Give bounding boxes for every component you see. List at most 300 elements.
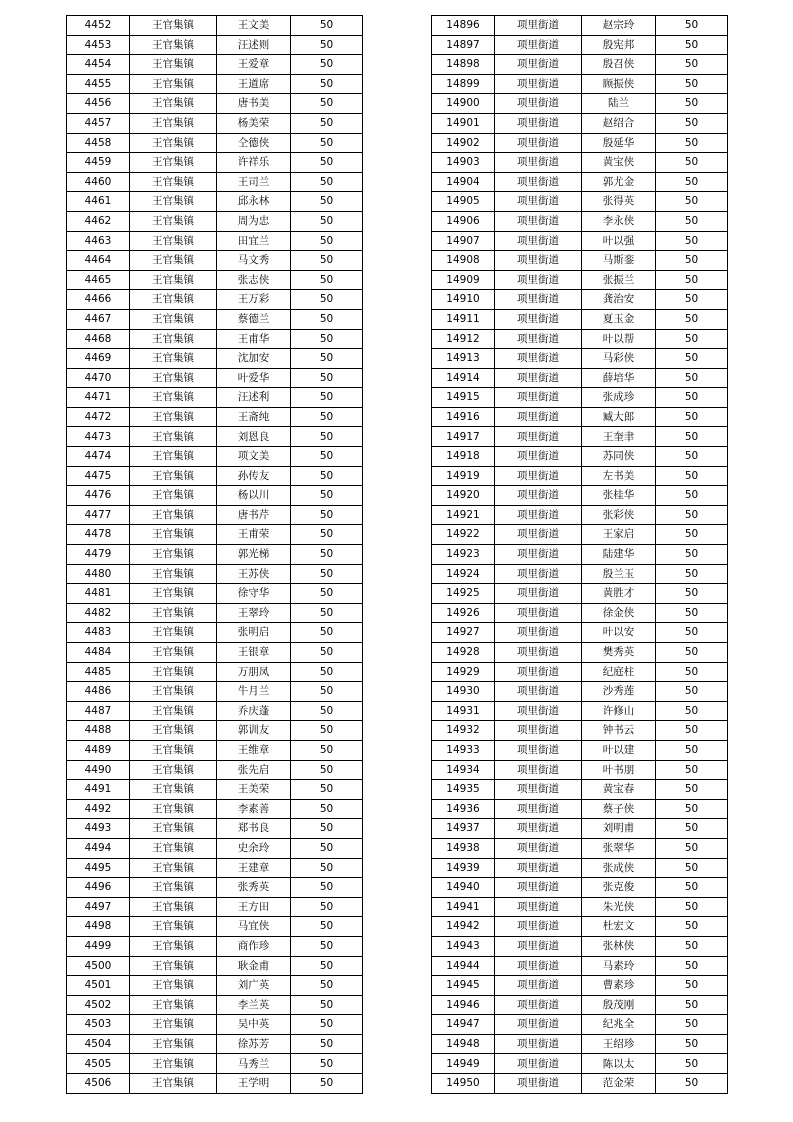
amount-cell: 50: [291, 682, 363, 702]
amount-cell: 50: [291, 211, 363, 231]
table-row: [67, 35, 363, 55]
table-row: [432, 16, 728, 36]
township-cell: 王官集镇: [130, 564, 217, 584]
township-cell: 王官集镇: [130, 172, 217, 192]
table-row: [67, 623, 363, 643]
amount-cell: 50: [656, 995, 728, 1015]
amount-cell: 50: [291, 603, 363, 623]
serial-number-cell: 14902: [432, 133, 495, 153]
serial-number-cell: 14904: [432, 172, 495, 192]
amount-cell: 50: [656, 329, 728, 349]
table-row: [432, 133, 728, 153]
table-row: [67, 211, 363, 231]
table-row: [432, 290, 728, 310]
table-row: [67, 917, 363, 937]
person-name-cell: 叶以建: [582, 740, 656, 760]
township-cell: 项里街道: [495, 1074, 582, 1094]
person-name-cell: 沙秀莲: [582, 682, 656, 702]
person-name-cell: 沈加安: [217, 349, 291, 369]
amount-cell: 50: [656, 858, 728, 878]
amount-cell: 50: [656, 407, 728, 427]
serial-number-cell: 14896: [432, 16, 495, 36]
person-name-cell: 曹素珍: [582, 976, 656, 996]
table-row: [432, 701, 728, 721]
serial-number-cell: 14927: [432, 623, 495, 643]
table-row: [432, 662, 728, 682]
table-row: [67, 368, 363, 388]
serial-number-cell: 14932: [432, 721, 495, 741]
serial-number-cell: 4477: [67, 505, 130, 525]
serial-number-cell: 14946: [432, 995, 495, 1015]
township-cell: 项里街道: [495, 584, 582, 604]
township-cell: 王官集镇: [130, 799, 217, 819]
amount-cell: 50: [656, 740, 728, 760]
amount-cell: 50: [291, 309, 363, 329]
table-row: [67, 643, 363, 663]
amount-cell: 50: [656, 388, 728, 408]
amount-cell: 50: [656, 662, 728, 682]
serial-number-cell: 4458: [67, 133, 130, 153]
table-row: [67, 74, 363, 94]
amount-cell: 50: [291, 153, 363, 173]
amount-cell: 50: [291, 936, 363, 956]
table-row: [67, 153, 363, 173]
table-row: [432, 447, 728, 467]
person-name-cell: 张得英: [582, 192, 656, 212]
amount-cell: 50: [291, 74, 363, 94]
township-cell: 王官集镇: [130, 603, 217, 623]
serial-number-cell: 4471: [67, 388, 130, 408]
township-cell: 项里街道: [495, 153, 582, 173]
amount-cell: 50: [656, 819, 728, 839]
table-row: [432, 936, 728, 956]
serial-number-cell: 4498: [67, 917, 130, 937]
table-row: [432, 329, 728, 349]
amount-cell: 50: [656, 1074, 728, 1094]
person-name-cell: 纪庭柱: [582, 662, 656, 682]
serial-number-cell: 4493: [67, 819, 130, 839]
township-cell: 王官集镇: [130, 643, 217, 663]
person-name-cell: 张秀英: [217, 878, 291, 898]
serial-number-cell: 14903: [432, 153, 495, 173]
table-row: [67, 603, 363, 623]
table-row: [432, 251, 728, 271]
person-name-cell: 范金荣: [582, 1074, 656, 1094]
amount-cell: 50: [291, 486, 363, 506]
table-row: [432, 153, 728, 173]
table-row: [432, 721, 728, 741]
serial-number-cell: 4496: [67, 878, 130, 898]
amount-cell: 50: [291, 545, 363, 565]
amount-cell: 50: [656, 486, 728, 506]
person-name-cell: 王美荣: [217, 780, 291, 800]
person-name-cell: 许祥乐: [217, 153, 291, 173]
person-name-cell: 钟书云: [582, 721, 656, 741]
amount-cell: 50: [656, 760, 728, 780]
person-name-cell: 徐守华: [217, 584, 291, 604]
person-name-cell: 商作珍: [217, 936, 291, 956]
serial-number-cell: 14933: [432, 740, 495, 760]
serial-number-cell: 14907: [432, 231, 495, 251]
township-cell: 王官集镇: [130, 407, 217, 427]
township-cell: 王官集镇: [130, 701, 217, 721]
amount-cell: 50: [291, 427, 363, 447]
person-name-cell: 耿金甫: [217, 956, 291, 976]
serial-number-cell: 14921: [432, 505, 495, 525]
person-name-cell: 蔡德兰: [217, 309, 291, 329]
person-name-cell: 马秀兰: [217, 1054, 291, 1074]
table-row: [67, 721, 363, 741]
township-cell: 王官集镇: [130, 780, 217, 800]
person-name-cell: 殷召侠: [582, 55, 656, 75]
serial-number-cell: 4502: [67, 995, 130, 1015]
amount-cell: 50: [291, 858, 363, 878]
roster-table-left: [66, 15, 363, 1094]
amount-cell: 50: [291, 113, 363, 133]
amount-cell: 50: [291, 838, 363, 858]
person-name-cell: 唐书美: [217, 94, 291, 114]
person-name-cell: 马斯銮: [582, 251, 656, 271]
amount-cell: 50: [656, 564, 728, 584]
township-cell: 王官集镇: [130, 466, 217, 486]
township-cell: 王官集镇: [130, 525, 217, 545]
serial-number-cell: 14915: [432, 388, 495, 408]
township-cell: 王官集镇: [130, 113, 217, 133]
amount-cell: 50: [291, 466, 363, 486]
amount-cell: 50: [656, 290, 728, 310]
amount-cell: 50: [291, 564, 363, 584]
table-row: [67, 309, 363, 329]
amount-cell: 50: [656, 878, 728, 898]
township-cell: 王官集镇: [130, 74, 217, 94]
person-name-cell: 杨美荣: [217, 113, 291, 133]
person-name-cell: 邱永林: [217, 192, 291, 212]
township-cell: 王官集镇: [130, 368, 217, 388]
amount-cell: 50: [291, 329, 363, 349]
person-name-cell: 刘广英: [217, 976, 291, 996]
amount-cell: 50: [656, 447, 728, 467]
amount-cell: 50: [291, 584, 363, 604]
table-row: [432, 192, 728, 212]
person-name-cell: 仝德侠: [217, 133, 291, 153]
table-row: [67, 505, 363, 525]
table-row: [67, 1015, 363, 1035]
township-cell: 项里街道: [495, 211, 582, 231]
township-cell: 王官集镇: [130, 290, 217, 310]
township-cell: 项里街道: [495, 388, 582, 408]
township-cell: 王官集镇: [130, 838, 217, 858]
table-row: [432, 231, 728, 251]
serial-number-cell: 4481: [67, 584, 130, 604]
table-row: [432, 780, 728, 800]
township-cell: 王官集镇: [130, 976, 217, 996]
person-name-cell: 徐苏芳: [217, 1034, 291, 1054]
serial-number-cell: 4454: [67, 55, 130, 75]
serial-number-cell: 14950: [432, 1074, 495, 1094]
township-cell: 项里街道: [495, 329, 582, 349]
amount-cell: 50: [291, 701, 363, 721]
serial-number-cell: 14941: [432, 897, 495, 917]
township-cell: 王官集镇: [130, 936, 217, 956]
table-row: [432, 584, 728, 604]
table-row: [67, 55, 363, 75]
township-cell: 项里街道: [495, 878, 582, 898]
township-cell: 项里街道: [495, 251, 582, 271]
serial-number-cell: 4483: [67, 623, 130, 643]
table-row: [432, 838, 728, 858]
township-cell: 项里街道: [495, 55, 582, 75]
township-cell: 项里街道: [495, 780, 582, 800]
person-name-cell: 汪述利: [217, 388, 291, 408]
township-cell: 项里街道: [495, 564, 582, 584]
table-row: [432, 74, 728, 94]
table-row: [432, 878, 728, 898]
amount-cell: 50: [291, 94, 363, 114]
person-name-cell: 万朋凤: [217, 662, 291, 682]
serial-number-cell: 4468: [67, 329, 130, 349]
amount-cell: 50: [291, 740, 363, 760]
table-row: [67, 780, 363, 800]
table-row: [432, 1054, 728, 1074]
serial-number-cell: 4479: [67, 545, 130, 565]
person-name-cell: 项文美: [217, 447, 291, 467]
township-cell: 项里街道: [495, 643, 582, 663]
township-cell: 项里街道: [495, 309, 582, 329]
table-row: [432, 211, 728, 231]
table-row: [67, 447, 363, 467]
serial-number-cell: 4506: [67, 1074, 130, 1094]
serial-number-cell: 14947: [432, 1015, 495, 1035]
serial-number-cell: 4465: [67, 270, 130, 290]
serial-number-cell: 14918: [432, 447, 495, 467]
serial-number-cell: 4478: [67, 525, 130, 545]
serial-number-cell: 14898: [432, 55, 495, 75]
table-row: [432, 407, 728, 427]
township-cell: 项里街道: [495, 192, 582, 212]
amount-cell: 50: [656, 1034, 728, 1054]
amount-cell: 50: [291, 447, 363, 467]
township-cell: 王官集镇: [130, 1015, 217, 1035]
person-name-cell: 刘恩良: [217, 427, 291, 447]
township-cell: 项里街道: [495, 701, 582, 721]
table-row: [67, 760, 363, 780]
amount-cell: 50: [291, 643, 363, 663]
amount-cell: 50: [656, 956, 728, 976]
serial-number-cell: 14909: [432, 270, 495, 290]
serial-number-cell: 4470: [67, 368, 130, 388]
person-name-cell: 樊秀英: [582, 643, 656, 663]
person-name-cell: 纪兆全: [582, 1015, 656, 1035]
person-name-cell: 王学明: [217, 1074, 291, 1094]
person-name-cell: 徐金侠: [582, 603, 656, 623]
township-cell: 王官集镇: [130, 819, 217, 839]
amount-cell: 50: [656, 682, 728, 702]
township-cell: 项里街道: [495, 133, 582, 153]
amount-cell: 50: [291, 721, 363, 741]
serial-number-cell: 14938: [432, 838, 495, 858]
person-name-cell: 郭光梯: [217, 545, 291, 565]
serial-number-cell: 4490: [67, 760, 130, 780]
amount-cell: 50: [291, 349, 363, 369]
amount-cell: 50: [291, 172, 363, 192]
amount-cell: 50: [291, 956, 363, 976]
person-name-cell: 王斋纯: [217, 407, 291, 427]
person-name-cell: 王翠玲: [217, 603, 291, 623]
township-cell: 项里街道: [495, 682, 582, 702]
amount-cell: 50: [656, 721, 728, 741]
serial-number-cell: 14924: [432, 564, 495, 584]
person-name-cell: 张成珍: [582, 388, 656, 408]
amount-cell: 50: [656, 780, 728, 800]
table-row: [67, 740, 363, 760]
township-cell: 王官集镇: [130, 878, 217, 898]
person-name-cell: 臧大郎: [582, 407, 656, 427]
person-name-cell: 张克俊: [582, 878, 656, 898]
table-row: [432, 819, 728, 839]
amount-cell: 50: [291, 662, 363, 682]
serial-number-cell: 4486: [67, 682, 130, 702]
table-row: [432, 682, 728, 702]
township-cell: 项里街道: [495, 113, 582, 133]
serial-number-cell: 4457: [67, 113, 130, 133]
table-row: [432, 858, 728, 878]
person-name-cell: 左书美: [582, 466, 656, 486]
table-row: [67, 878, 363, 898]
person-name-cell: 叶以帮: [582, 329, 656, 349]
table-row: [432, 35, 728, 55]
township-cell: 王官集镇: [130, 721, 217, 741]
amount-cell: 50: [656, 113, 728, 133]
township-cell: 项里街道: [495, 94, 582, 114]
township-cell: 项里街道: [495, 603, 582, 623]
serial-number-cell: 4505: [67, 1054, 130, 1074]
table-row: [432, 917, 728, 937]
person-name-cell: 王文美: [217, 16, 291, 36]
township-cell: 项里街道: [495, 16, 582, 36]
serial-number-cell: 4459: [67, 153, 130, 173]
amount-cell: 50: [656, 251, 728, 271]
amount-cell: 50: [291, 388, 363, 408]
amount-cell: 50: [656, 976, 728, 996]
serial-number-cell: 4487: [67, 701, 130, 721]
amount-cell: 50: [291, 290, 363, 310]
person-name-cell: 张志侠: [217, 270, 291, 290]
amount-cell: 50: [291, 1034, 363, 1054]
township-cell: 项里街道: [495, 290, 582, 310]
table-row: [432, 623, 728, 643]
township-cell: 项里街道: [495, 1034, 582, 1054]
person-name-cell: 殷茂刚: [582, 995, 656, 1015]
person-name-cell: 黄宝侠: [582, 153, 656, 173]
serial-number-cell: 4462: [67, 211, 130, 231]
amount-cell: 50: [291, 133, 363, 153]
township-cell: 王官集镇: [130, 211, 217, 231]
township-cell: 王官集镇: [130, 35, 217, 55]
table-row: [432, 505, 728, 525]
serial-number-cell: 14943: [432, 936, 495, 956]
serial-number-cell: 14912: [432, 329, 495, 349]
person-name-cell: 叶以强: [582, 231, 656, 251]
serial-number-cell: 4482: [67, 603, 130, 623]
person-name-cell: 王爱章: [217, 55, 291, 75]
table-row: [432, 349, 728, 369]
township-cell: 项里街道: [495, 858, 582, 878]
township-cell: 王官集镇: [130, 329, 217, 349]
amount-cell: 50: [291, 35, 363, 55]
amount-cell: 50: [656, 270, 728, 290]
person-name-cell: 王苏侠: [217, 564, 291, 584]
table-row: [432, 976, 728, 996]
person-name-cell: 史余玲: [217, 838, 291, 858]
person-name-cell: 王家启: [582, 525, 656, 545]
person-name-cell: 周为忠: [217, 211, 291, 231]
person-name-cell: 王方田: [217, 897, 291, 917]
person-name-cell: 杨以川: [217, 486, 291, 506]
township-cell: 王官集镇: [130, 94, 217, 114]
serial-number-cell: 4463: [67, 231, 130, 251]
amount-cell: 50: [656, 192, 728, 212]
serial-number-cell: 4466: [67, 290, 130, 310]
amount-cell: 50: [291, 780, 363, 800]
township-cell: 王官集镇: [130, 192, 217, 212]
table-row: [67, 290, 363, 310]
person-name-cell: 殷兰玉: [582, 564, 656, 584]
person-name-cell: 殷延华: [582, 133, 656, 153]
township-cell: 王官集镇: [130, 427, 217, 447]
amount-cell: 50: [656, 211, 728, 231]
person-name-cell: 王甫荣: [217, 525, 291, 545]
person-name-cell: 李永侠: [582, 211, 656, 231]
serial-number-cell: 14905: [432, 192, 495, 212]
table-row: [67, 799, 363, 819]
township-cell: 项里街道: [495, 1054, 582, 1074]
township-cell: 项里街道: [495, 270, 582, 290]
amount-cell: 50: [656, 603, 728, 623]
table-row: [67, 1054, 363, 1074]
amount-cell: 50: [656, 74, 728, 94]
township-cell: 王官集镇: [130, 55, 217, 75]
table-row: [67, 701, 363, 721]
amount-cell: 50: [291, 1074, 363, 1094]
amount-cell: 50: [291, 878, 363, 898]
person-name-cell: 黄胜才: [582, 584, 656, 604]
serial-number-cell: 14901: [432, 113, 495, 133]
township-cell: 王官集镇: [130, 662, 217, 682]
table-row: [432, 388, 728, 408]
person-name-cell: 郭训友: [217, 721, 291, 741]
person-name-cell: 叶爱华: [217, 368, 291, 388]
table-row: [67, 545, 363, 565]
person-name-cell: 张翠华: [582, 838, 656, 858]
township-cell: 王官集镇: [130, 231, 217, 251]
township-cell: 项里街道: [495, 368, 582, 388]
person-name-cell: 赵宗玲: [582, 16, 656, 36]
serial-number-cell: 4497: [67, 897, 130, 917]
serial-number-cell: 4472: [67, 407, 130, 427]
person-name-cell: 牛月兰: [217, 682, 291, 702]
amount-cell: 50: [656, 643, 728, 663]
person-name-cell: 张桂华: [582, 486, 656, 506]
table-row: [432, 368, 728, 388]
serial-number-cell: 4452: [67, 16, 130, 36]
township-cell: 项里街道: [495, 466, 582, 486]
table-row: [67, 251, 363, 271]
table-row: [67, 192, 363, 212]
table-row: [67, 995, 363, 1015]
serial-number-cell: 14930: [432, 682, 495, 702]
serial-number-cell: 14916: [432, 407, 495, 427]
table-row: [432, 94, 728, 114]
